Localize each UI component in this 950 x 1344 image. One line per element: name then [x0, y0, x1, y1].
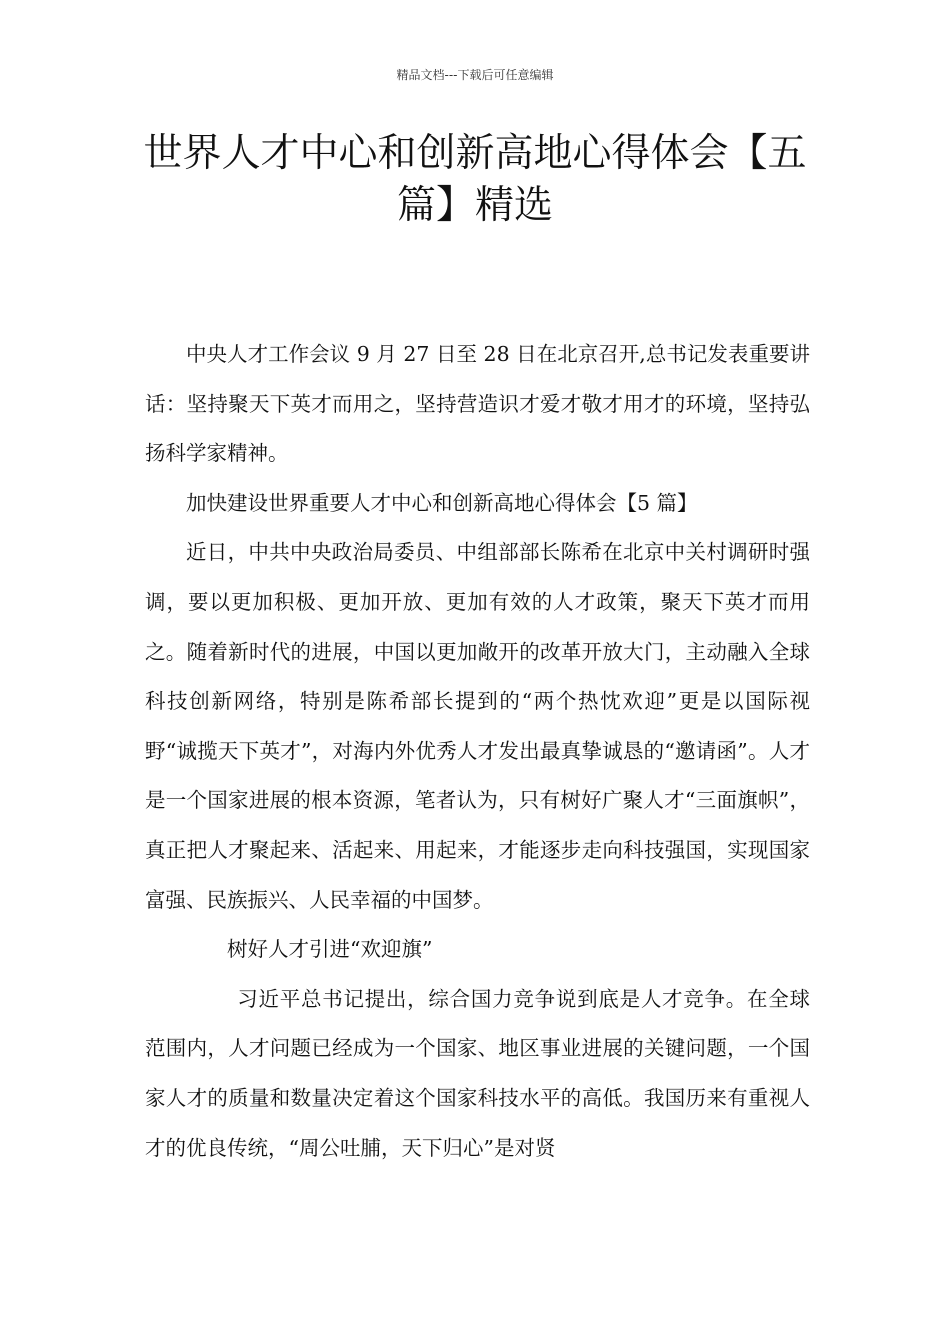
page-header: 精品文档---下载后可任意编辑: [396, 68, 554, 82]
paragraph-main: 近日，中共中央政治局委员、中组部部长陈希在北京中关村调研时强调，要以更加积极、更加开放、更加有效的人才政策，聚天下英才而用之。随着新时代的进展，中国以更加敞开的改革开放大门，主动融入全球科技创新网络，特别是陈希部长提到的“两个热忱欢迎”更是以国际视野“诚揽天下英才”，对海内外优秀人才发出最真挚诚恳的“邀请函”。人才是一个国家进展的根本资源，笔者认为，只有树好广聚人才“三面旗帜”，真正把人才聚起来、活起来、用起来，才能逐步走向科技强国，实现国家富强、民族振兴、人民幸福的中国梦。: [145, 540, 810, 912]
paragraph-subtitle: 加快建设世界重要人才中心和创新高地心得体会【5 篇】: [186, 490, 698, 515]
document-title: 世界人才中心和创新高地心得体会【五篇】精选: [143, 131, 807, 228]
paragraph-section: 习近平总书记提出，综合国力竞争说到底是人才竞争。在全球范围内，人才问题已经成为一个国家、地区事业进展的关键问题，一个国家人才的质量和数量决定着这个国家科技水平的高低。我国历来有重视人才的优良传统，“周公吐脯，天下归心”是对贤: [145, 986, 810, 1160]
paragraph-intro: 中央人才工作会议 9 月 27 日至 28 日在北京召开,总书记发表重要讲话：坚持聚天下英才而用之，坚持营造识才爱才敬才用才的环境，坚持弘扬科学家精神。: [145, 342, 810, 466]
document-body: [145, 330, 810, 1173]
section-heading: 树好人才引进“欢迎旗”: [227, 937, 433, 962]
